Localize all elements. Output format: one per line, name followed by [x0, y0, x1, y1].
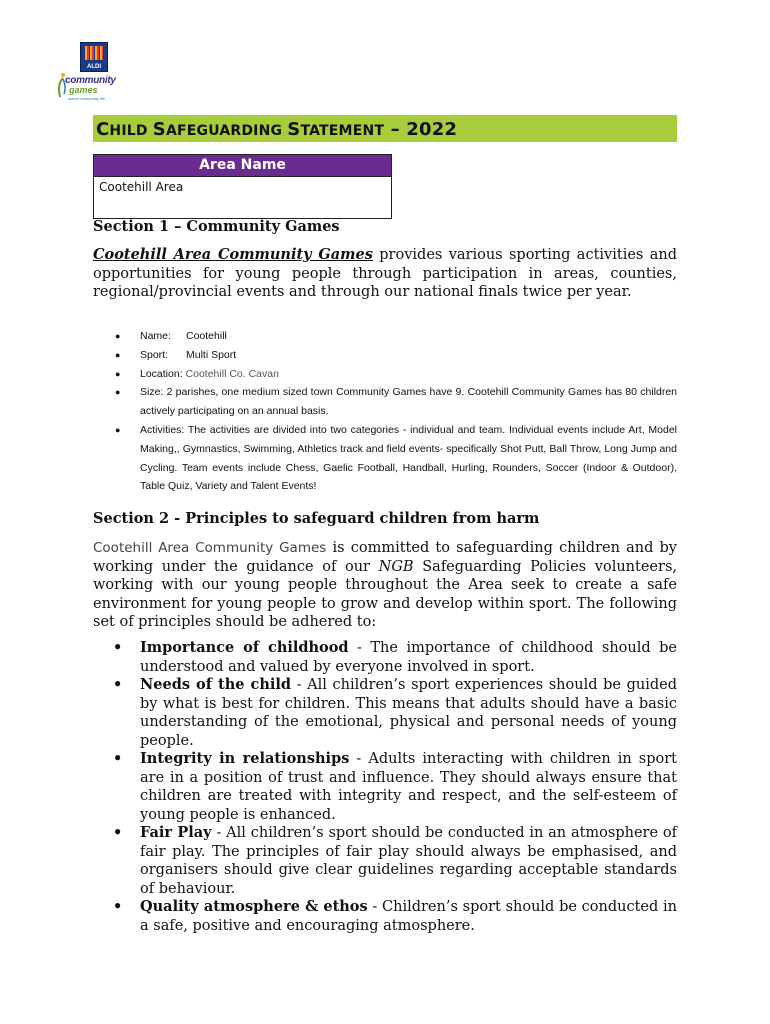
- principle-title: Importance of childhood: [140, 639, 349, 656]
- principle-text: - Children’s sport should be conducted in a safe, positive and encouraging atmosphere.: [140, 899, 677, 934]
- aldi-logo-text: ALDI: [87, 64, 101, 70]
- principle-text: - Adults interacting with children in sport are in a position of trust and influence. They should always ensure that children are treated with integrity and respect, and the self-esteem of young people is enhanced.: [140, 751, 677, 823]
- section-2-intro-org: Cootehill Area Community Games: [93, 540, 327, 556]
- bullet-icon: •: [113, 639, 123, 656]
- detail-value: Multi Sport: [186, 348, 237, 361]
- section-1-heading: Section 1 – Community Games: [93, 218, 340, 235]
- title-rest-2: AFEGUARDING: [165, 123, 288, 139]
- list-item: [113, 750, 677, 824]
- principle-text: - All children’s sport experiences should be guided by what is best for children. This means that adults should have a basic understanding of the emotional, physical and personal needs of young people.: [140, 677, 677, 749]
- detail-label: Location:: [140, 367, 183, 380]
- detail-label: Name:: [140, 330, 171, 342]
- detail-value: Cootehill Co. Cavan: [182, 367, 279, 380]
- area-details-list: [115, 327, 677, 496]
- bullet-icon: ●: [115, 387, 121, 398]
- aldi-stripes-icon: [85, 46, 103, 60]
- detail-value: Cootehill: [186, 330, 227, 342]
- section-2-intro-ngb: NGB: [378, 558, 414, 575]
- list-item: [113, 824, 677, 898]
- section-2-intro-end: Safeguarding Policies volunteers, working with our young people throughout the Area seek to create a safe environment for young people to grow and develop within sport. The following set of principles should be adhered to:: [93, 558, 677, 630]
- detail-value: Activities: The activities are divided into two categories - individual and team. Individual events include Art, Model Making,, Gymnastics, Swimming, Athletics track and field events- specifically Shot Putt, Ball Throw, Long Jump and Cycling. Team events include Chess, Gaelic Football, Handball, Hurling, Rounders, Soccer (Indoor & Outdoor), Table Quiz, Variety and Talent Events!: [140, 423, 677, 493]
- principles-list: [113, 639, 677, 935]
- bullet-icon: ●: [115, 424, 121, 435]
- list-item: [113, 639, 677, 676]
- brand-word-games: games: [69, 85, 98, 95]
- list-item: [115, 421, 677, 496]
- list-item: [113, 676, 677, 750]
- principle-text: - All children’s sport should be conducted in an atmosphere of fair play. The principles of fair play should always be emphasised, and organisers should give clear guidelines regarding acceptable standards of behaviour.: [140, 825, 678, 897]
- title-cap-2: S: [152, 119, 166, 140]
- list-item: [115, 383, 677, 421]
- detail-value: Size: 2 parishes, one medium sized town Community Games have 9. Cootehill Community Games has 80 children actively participating on an annual basis.: [140, 386, 677, 418]
- title-rest-3: TATEMENT: [300, 123, 385, 139]
- section-2-heading: Section 2 - Principles to safeguard children from harm: [93, 510, 540, 527]
- community-games-logo: [55, 40, 135, 106]
- brand-tagline: active community life: [68, 96, 106, 101]
- title-band: [93, 115, 677, 142]
- section-2-intro: [93, 539, 677, 632]
- bullet-icon: ●: [115, 368, 121, 379]
- area-name-table: [93, 154, 392, 219]
- page-title: [96, 119, 457, 140]
- title-rest-1: HILD: [109, 123, 153, 139]
- section-1-intro: [93, 246, 677, 302]
- bullet-icon: •: [113, 750, 123, 767]
- list-item: [115, 346, 677, 365]
- principle-title: Integrity in relationships: [140, 750, 350, 767]
- bullet-icon: ●: [115, 331, 121, 341]
- bullet-icon: •: [113, 676, 123, 693]
- section-2-intro-part: is committed to safeguarding children and by working under the guidance of our: [93, 540, 678, 575]
- area-name-value: Cootehill Area: [99, 180, 184, 194]
- section-1-lead: Cootehill Area Community Games: [93, 246, 373, 263]
- title-cap-1: C: [96, 119, 110, 140]
- aldi-logo-icon: [80, 42, 108, 72]
- principle-title: Quality atmosphere & ethos: [140, 898, 368, 915]
- principle-title: Fair Play: [140, 824, 212, 841]
- title-cap-3: S: [287, 119, 301, 140]
- list-item: [113, 898, 677, 935]
- detail-label: Sport:: [140, 348, 169, 361]
- principle-text: - The importance of childhood should be understood and valued by everyone involved in sport.: [140, 640, 677, 675]
- list-item: [115, 327, 677, 346]
- list-item: [115, 365, 677, 384]
- brand-word-community: community: [65, 75, 116, 86]
- bullet-icon: •: [113, 898, 123, 915]
- bullet-icon: ●: [115, 349, 121, 360]
- principle-title: Needs of the child: [140, 676, 292, 693]
- section-1-lead-rest: provides various sporting activities and opportunities for young people through participation in areas, counties, regional/provincial events and through our national finals twice per year.: [93, 247, 677, 300]
- bullet-icon: •: [113, 824, 123, 841]
- title-year: – 2022: [384, 119, 458, 140]
- area-name-header: Area Name: [94, 155, 391, 177]
